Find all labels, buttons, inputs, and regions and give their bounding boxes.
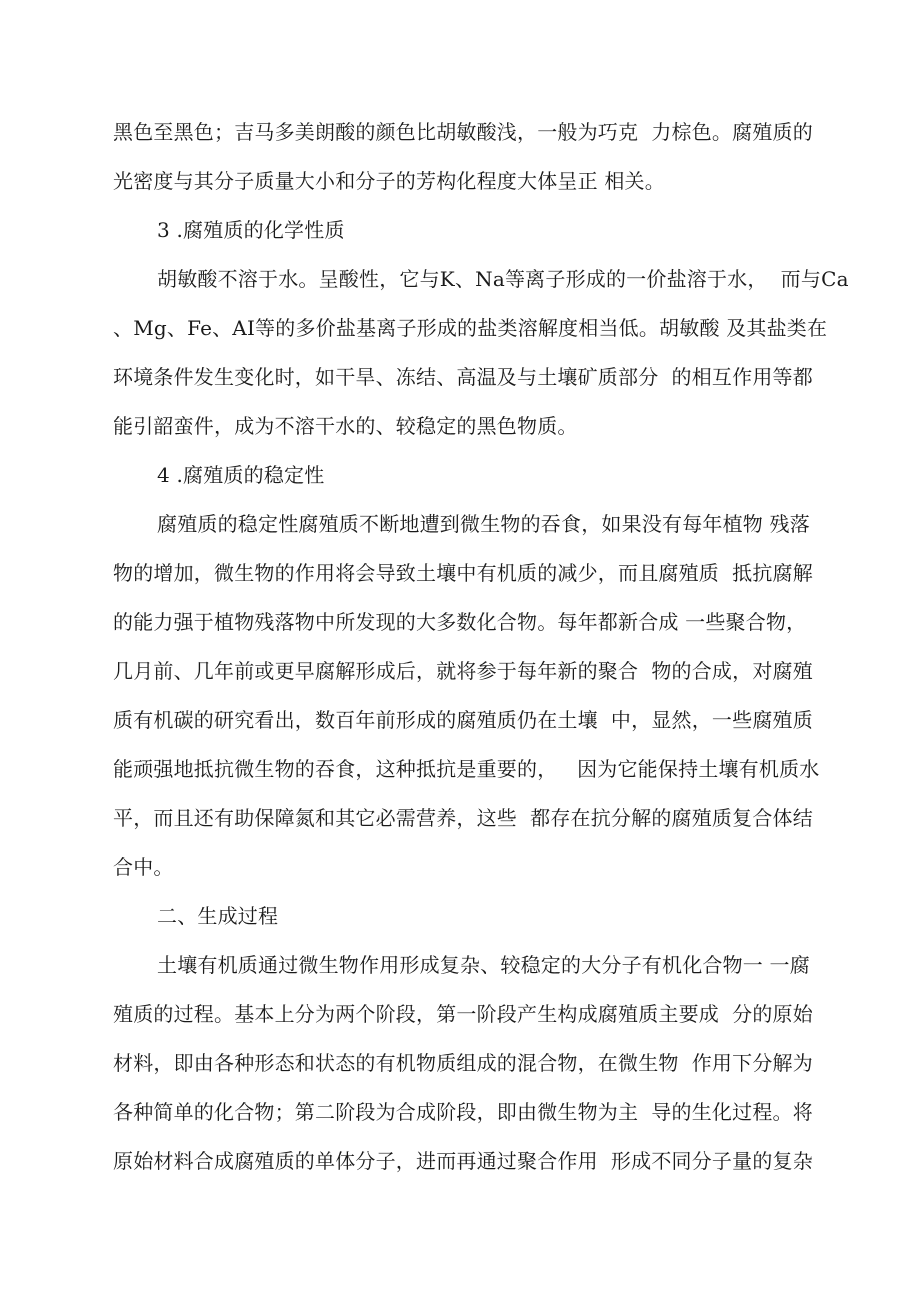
text-line: 原始材料合成腐殖质的单体分子，进而再通过聚合作用 形成不同分子量的复杂 [113,1149,813,1173]
text-line: 平，而且还有助保障氮和其它必需营养，这些 都存在抗分解的腐殖质复合体结 [113,806,813,830]
text-line: 质有机碳的研究看出，数百年前形成的腐殖质仍在土壤 中，显然，一些腐殖质 [113,708,813,732]
section-heading: 二、生成过程 [157,904,279,928]
text-line: 环境条件发生变化时，如干旱、冻结、高温及与土壤矿质部分 的相互作用等都 [113,365,813,389]
text-line: 胡敏酸不溶于水。呈酸性，它与K、Na等离子形成的一价盐溶于水， 而与Ca [157,267,849,291]
section-heading: 4 .腐殖质的稳定性 [157,463,325,487]
text-line: 物的增加，微生物的作用将会导致土壤中有机质的减少，而且腐殖质 抵抗腐解 [113,561,813,585]
text-line: 腐殖质的稳定性腐殖质不断地遭到微生物的吞食，如果没有每年植物 残落 [157,512,810,536]
text-line: 土壤有机质通过微生物作用形成复杂、较稳定的大分子有机化合物一 一腐 [157,953,810,977]
text-line: 几月前、几年前或更早腐解形成后，就将参于每年新的聚合 物的合成，对腐殖 [113,659,813,683]
text-line: 材料，即由各种形态和状态的有机物质组成的混合物，在微生物 作用下分解为 [113,1051,813,1075]
text-line: 能顽强地抵抗微生物的吞食，这种抵抗是重要的， 因为它能保持土壤有机质水 [113,757,820,781]
text-line: 的能力强于植物残落物中所发现的大多数化合物。每年都新合成 一些聚合物， [113,610,807,634]
text-line: 、Mg、Fe、AI等的多价盐基离子形成的盐类溶解度相当低。胡敏酸 及其盐类在 [113,316,828,340]
text-line: 光密度与其分子质量大小和分子的芳构化程度大体呈正 相关。 [113,169,665,193]
text-line: 各种简单的化合物；第二阶段为合成阶段，即由微生物为主 导的生化过程。将 [113,1100,813,1124]
text-line: 黑色至黑色；吉马多美朗酸的颜色比胡敏酸浅，一般为巧克 力棕色。腐殖质的 [113,120,813,144]
text-line: 能引韶蛮件，成为不溶干水的、较稳定的黑色物质。 [113,414,578,438]
text-line: 合中。 [113,855,174,879]
section-heading: 3 .腐殖质的化学性质 [157,218,345,242]
text-line: 殖质的过程。基本上分为两个阶段，第一阶段产生构成腐殖质主要成 分的原始 [113,1002,813,1026]
